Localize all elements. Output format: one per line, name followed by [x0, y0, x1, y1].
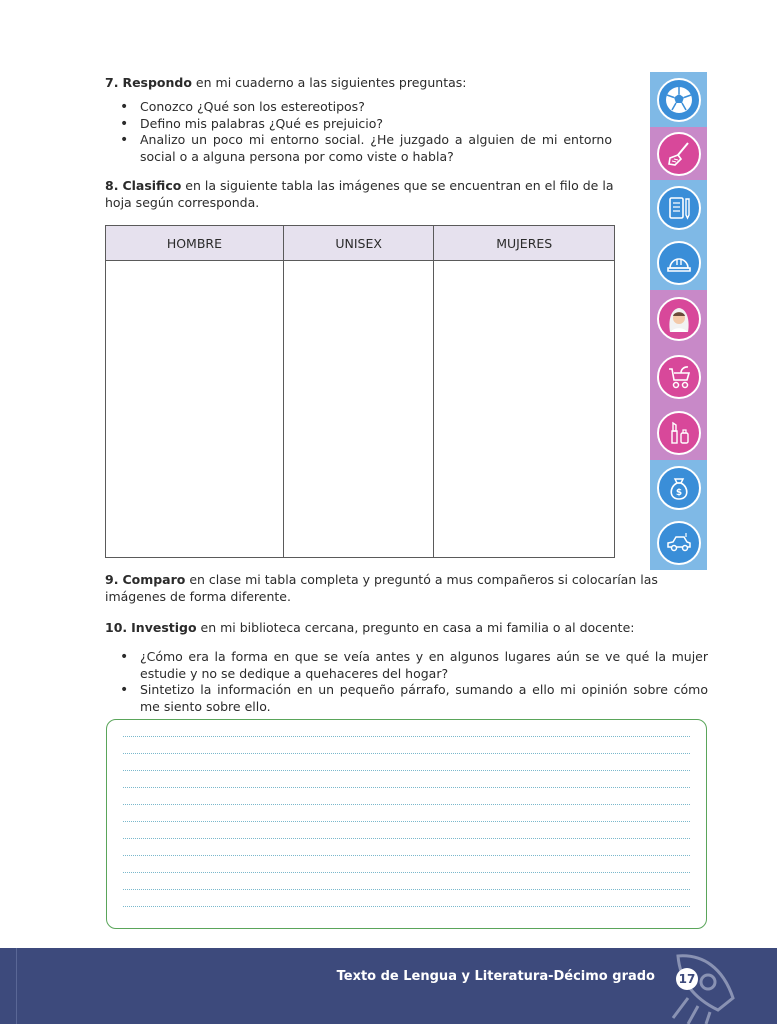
toy-car-icon [664, 528, 694, 558]
header-unisex: UNISEX [283, 226, 434, 261]
q9-text: en clase mi tabla completa y preguntó a mus compañeros si colocarían las imágenes de forma diferente. [105, 572, 658, 604]
page-footer [0, 948, 777, 1024]
list-item: • ¿Cómo era la forma en que se veía antes y en algunos lugares aún se ve qué la mujer estudie y no se dedique a quehaceres del hogar? [120, 649, 708, 682]
cell-mujeres[interactable] [434, 261, 615, 558]
writing-line [123, 855, 690, 856]
list-item: • Defino mis palabras ¿Qué es prejuicio? [120, 116, 612, 133]
question-7 [105, 74, 625, 91]
q8-verb: Clasifico [122, 178, 182, 193]
writing-area[interactable] [106, 719, 707, 929]
tile-notebook [650, 180, 707, 235]
writing-line [123, 872, 690, 873]
tile-broom [650, 127, 707, 180]
svg-text:$: $ [675, 488, 682, 498]
writing-line [123, 787, 690, 788]
question-10 [105, 619, 710, 636]
tile-car [650, 516, 707, 570]
q9-number: 9. [105, 572, 119, 587]
q7-verb: Respondo [122, 75, 192, 90]
tile-hard-hat [650, 235, 707, 290]
money-bag-icon [664, 473, 694, 503]
list-item: • Analizo un poco mi entorno social. ¿He juzgado a alguien de mi entorno social o a alguna persona por como viste o habla? [120, 132, 612, 165]
cell-unisex[interactable] [283, 261, 434, 558]
q7-number: 7. [105, 75, 119, 90]
question-10-list [120, 649, 708, 715]
bride-icon [662, 302, 696, 336]
image-strip [650, 72, 707, 570]
footer-divider [16, 948, 17, 1024]
soccer-ball-icon [663, 84, 695, 116]
q8-number: 8. [105, 178, 119, 193]
question-8 [105, 177, 617, 211]
writing-line [123, 821, 690, 822]
writing-line [123, 753, 690, 754]
broom-icon [664, 139, 694, 169]
notebook-pencil-icon [664, 193, 694, 223]
page-number: 17 [676, 968, 698, 990]
rocket-icon [648, 948, 748, 1024]
tile-bride [650, 290, 707, 347]
question-7-list [120, 99, 612, 165]
hard-hat-icon [664, 248, 694, 278]
writing-line [123, 906, 690, 907]
writing-line [123, 889, 690, 890]
q10-number: 10. [105, 620, 128, 635]
question-9 [105, 571, 710, 605]
q10-verb: Investigo [131, 620, 197, 635]
tile-stroller [650, 347, 707, 406]
writing-line [123, 770, 690, 771]
tile-money [650, 460, 707, 516]
list-item: • Sintetizo la información en un pequeño párrafo, sumando a ello mi opinión sobre cómo me siento sobre ello. [120, 682, 708, 715]
header-hombre: HOMBRE [106, 226, 284, 261]
q10-text: en mi biblioteca cercana, pregunto en casa a mi familia o al docente: [196, 620, 635, 635]
writing-line [123, 838, 690, 839]
classification-table [105, 225, 615, 558]
lipstick-perfume-icon [664, 418, 694, 448]
list-item: • Conozco ¿Qué son los estereotipos? [120, 99, 612, 116]
tile-lipstick [650, 406, 707, 460]
header-mujeres: MUJERES [434, 226, 615, 261]
q8-text: en la siguiente tabla las imágenes que se encuentran en el filo de la hoja según corresponda. [105, 178, 614, 210]
baby-stroller-icon [664, 362, 694, 392]
writing-line [123, 804, 690, 805]
cell-hombre[interactable] [106, 261, 284, 558]
q9-verb: Comparo [122, 572, 186, 587]
writing-line [123, 736, 690, 737]
q7-text: en mi cuaderno a las siguientes preguntas: [191, 75, 467, 90]
tile-soccer [650, 72, 707, 127]
footer-title: Texto de Lengua y Literatura-Décimo grado [336, 969, 655, 984]
